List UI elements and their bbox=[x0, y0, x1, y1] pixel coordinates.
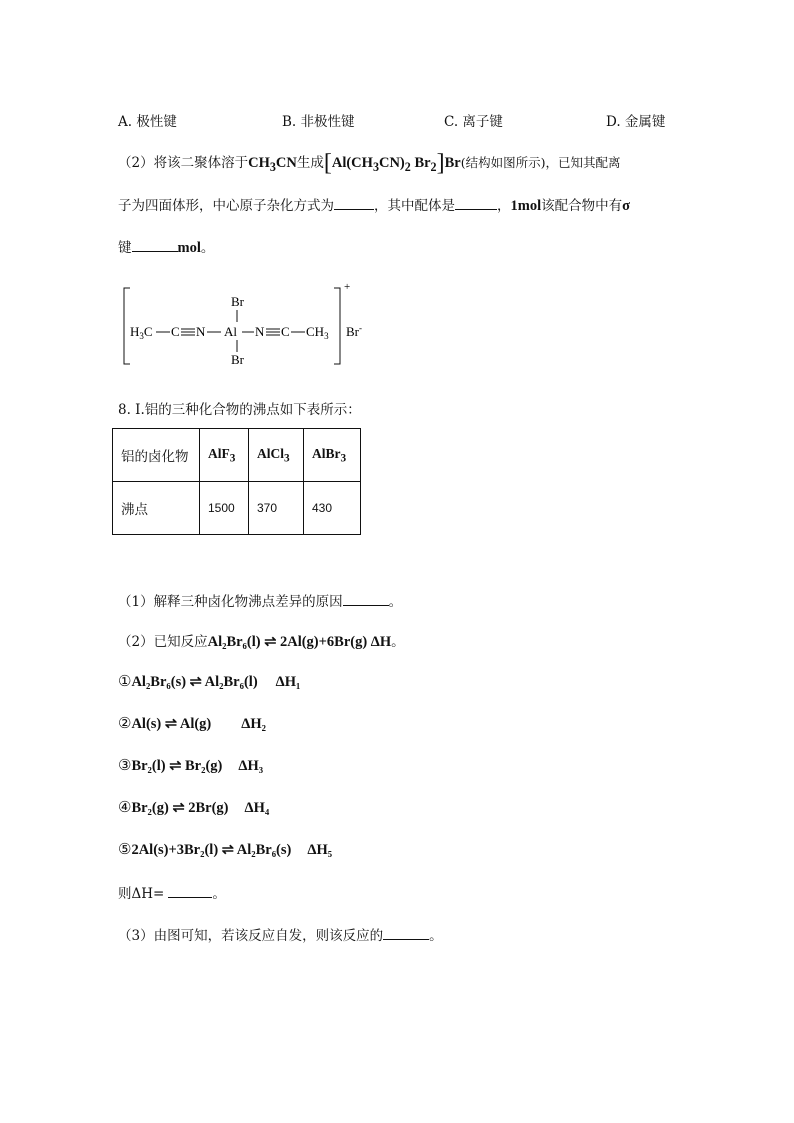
equation-1: ①Al₂Br₆(s) ⇌ Al₂Br₆(l) ΔH₁ bbox=[118, 672, 301, 690]
table-header-label: 铝的卤化物 bbox=[113, 429, 200, 482]
counter-ion: Br- bbox=[346, 323, 362, 339]
c-right: C bbox=[281, 324, 290, 339]
ch3-group: $CH_3$ bbox=[306, 324, 329, 341]
q8-intro: 8. I.铝的三种化合物的沸点如下表所示： bbox=[118, 402, 361, 418]
c-left: C bbox=[171, 324, 180, 339]
table-row bbox=[113, 482, 361, 535]
q2-line1 bbox=[118, 150, 620, 177]
equation-3: ③Br₂(l) ⇌ Br₂(g) ΔH₃ bbox=[118, 756, 264, 774]
table-compound: AlF$_3$ bbox=[200, 429, 249, 482]
equation-4: ④Br₂(g) ⇌ 2Br(g) ΔH₄ bbox=[118, 798, 270, 816]
equation-5: ⑤2Al(s)+3Br₂(l) ⇌ Al₂Br₆(s) ΔH₅ bbox=[118, 840, 333, 858]
n-right: N bbox=[255, 324, 265, 339]
blank-ligand[interactable] bbox=[455, 197, 497, 210]
blank-hybridization[interactable] bbox=[334, 197, 374, 210]
sigma-symbol: σ bbox=[622, 198, 630, 214]
option-c: C. 离子键 bbox=[444, 114, 503, 130]
br-bottom: Br bbox=[231, 352, 244, 367]
delta-h-answer: 则ΔH= 。 bbox=[118, 886, 226, 902]
q2-text2: 生成 bbox=[296, 155, 324, 171]
option-d: D. 金属键 bbox=[606, 114, 666, 130]
main-reaction: Al₂Br₆(l) ⇌ 2Al(g)+6Br(g) ΔH bbox=[207, 634, 392, 650]
table-row-label: 沸点 bbox=[113, 482, 200, 535]
option-b: B. 非极性键 bbox=[282, 114, 355, 130]
table-value: 370 bbox=[249, 482, 304, 535]
table-row bbox=[113, 429, 361, 482]
equation-2: ②Al(s) ⇌ Al(g) ΔH₂ bbox=[118, 714, 266, 732]
solvent-formula: $CH_3CN$ bbox=[248, 155, 297, 174]
blank-sigma-count[interactable] bbox=[132, 239, 178, 252]
q2-line3: 键 mol。 bbox=[118, 240, 215, 256]
blank-delta-h[interactable] bbox=[168, 885, 212, 898]
boiling-point-table bbox=[112, 428, 361, 535]
option-a: A. 极性键 bbox=[118, 114, 177, 130]
q2-line2: 子为四面体形，中心原子杂化方式为 ，其中配体是 ，1mol该配合物中有σ bbox=[118, 198, 630, 214]
q2-text3: (结构如图所示)，已知其配离 bbox=[460, 155, 621, 170]
complex-charge: + bbox=[344, 281, 351, 293]
q8-sub2: （2）已知反应Al₂Br₆(l) ⇌ 2Al(g)+6Br(g) ΔH。 bbox=[118, 634, 405, 650]
table-value: 1500 bbox=[200, 482, 249, 535]
al-center: Al bbox=[224, 324, 237, 339]
blank-spontaneous[interactable] bbox=[383, 927, 429, 940]
complex-structure-diagram bbox=[118, 278, 378, 370]
table-value: 430 bbox=[304, 482, 361, 535]
h3c-group: $H_3C$ bbox=[130, 324, 153, 341]
one-mol: 1mol bbox=[510, 198, 542, 214]
n-left: N bbox=[196, 324, 206, 339]
table-compound: AlCl$_3$ bbox=[249, 429, 304, 482]
br-top: Br bbox=[231, 294, 244, 309]
q8-sub3: （3）由图可知，若该反应自发，则该反应的 。 bbox=[118, 928, 443, 944]
complex-formula: [$Al(CH_3CN)_2$ $Br_2]Br$ bbox=[323, 150, 461, 176]
blank-reason[interactable] bbox=[343, 593, 389, 606]
table-compound: AlBr$_3$ bbox=[304, 429, 361, 482]
q8-sub1: （1）解释三种卤化物沸点差异的原因 。 bbox=[118, 594, 403, 610]
q2-text1: （2）将该二聚体溶于 bbox=[118, 155, 249, 171]
